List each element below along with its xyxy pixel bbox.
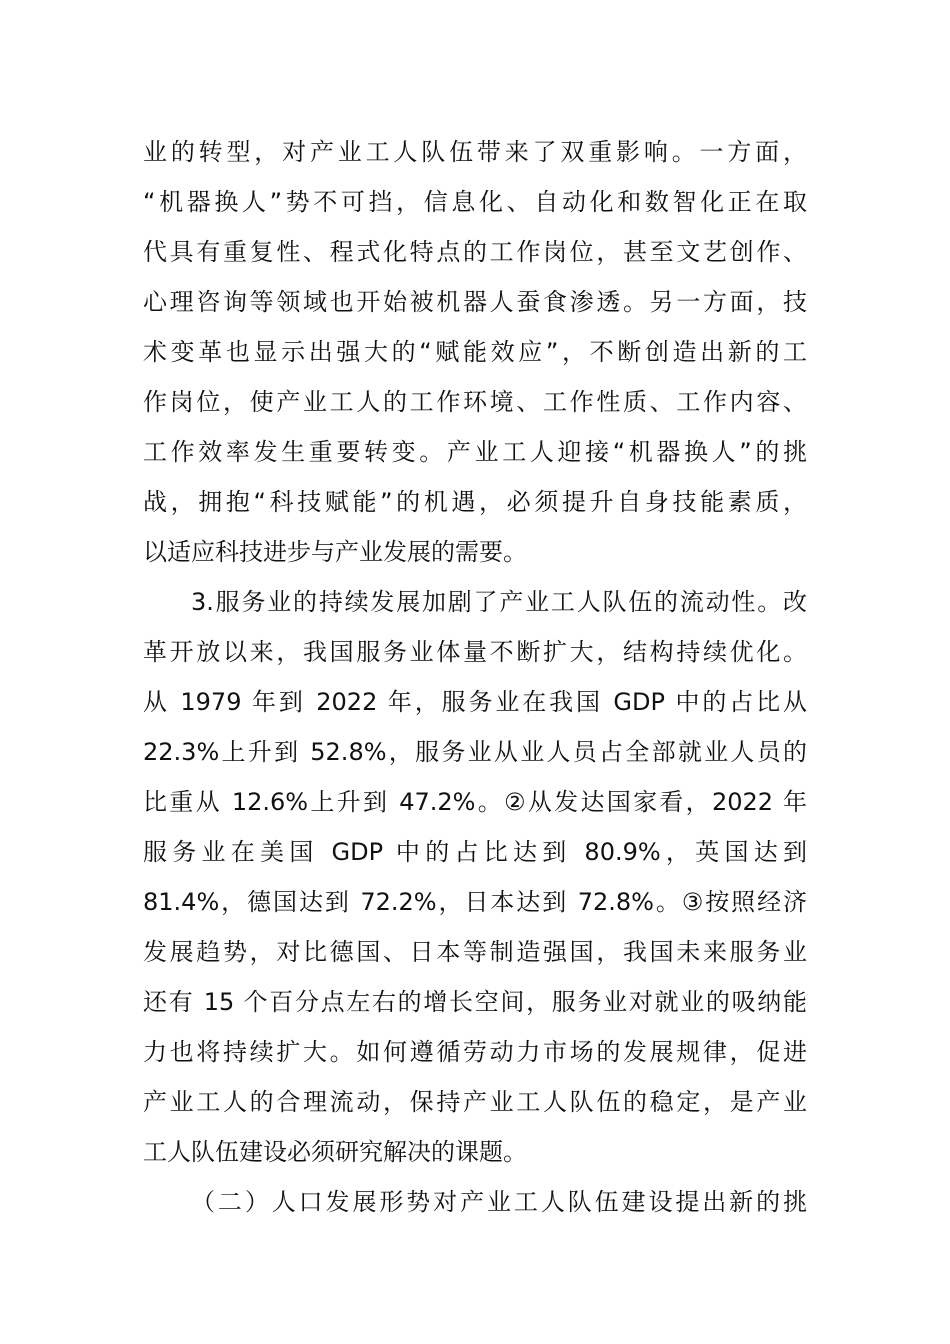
text-line: 业的转型，对产业工人队伍带来了双重影响。一方面， [143, 138, 807, 166]
text-line: 发展趋势，对比德国、日本等制造强国，我国未来服务业 [143, 938, 807, 966]
text-line: 术变革也显示出强大的“赋能效应”，不断创造出新的工 [143, 338, 807, 366]
paragraph-service-industry [143, 577, 807, 1177]
text-line: 心理咨询等领域也开始被机器人蚕食渗透。另一方面，技 [143, 288, 807, 316]
text-line: 服务业在美国 GDP 中的占比达到 80.9%，英国达到 [143, 838, 807, 866]
text-line: 代具有重复性、程式化特点的工作岗位，甚至文艺创作、 [143, 238, 807, 266]
text-line: 比重从 12.6%上升到 47.2%。②从发达国家看，2022 年 [143, 788, 807, 816]
text-line: 革开放以来，我国服务业体量不断扩大，结构持续优化。 [143, 638, 807, 666]
text-line: 还有 15 个百分点左右的增长空间，服务业对就业的吸纳能 [143, 988, 807, 1016]
text-line: 以适应科技进步与产业发展的需要。 [143, 538, 527, 566]
text-line: 战，拥抱“科技赋能”的机遇，必须提升自身技能素质， [143, 488, 807, 516]
section-heading-line: （二）人口发展形势对产业工人队伍建设提出新的挑 [191, 1188, 807, 1216]
text-line: 力也将持续扩大。如何遵循劳动力市场的发展规律，促进 [143, 1038, 807, 1066]
section-heading-population [143, 1177, 807, 1227]
text-line: 作岗位，使产业工人的工作环境、工作性质、工作内容、 [143, 388, 807, 416]
text-line: 工作效率发生重要转变。产业工人迎接“机器换人”的挑 [143, 438, 807, 466]
text-line: 工人队伍建设必须研究解决的课题。 [143, 1138, 527, 1166]
text-line: 81.4%，德国达到 72.2%，日本达到 72.8%。③按照经济 [143, 888, 807, 916]
text-line: 3.服务业的持续发展加剧了产业工人队伍的流动性。改 [191, 588, 807, 616]
text-line: “机器换人”势不可挡，信息化、自动化和数智化正在取 [143, 188, 807, 216]
text-line: 从 1979 年到 2022 年，服务业在我国 GDP 中的占比从 [143, 688, 807, 716]
paragraph-transformation-impact [143, 127, 807, 577]
text-line: 产业工人的合理流动，保持产业工人队伍的稳定，是产业 [143, 1088, 807, 1116]
text-line: 22.3%上升到 52.8%，服务业从业人员占全部就业人员的 [143, 738, 807, 766]
